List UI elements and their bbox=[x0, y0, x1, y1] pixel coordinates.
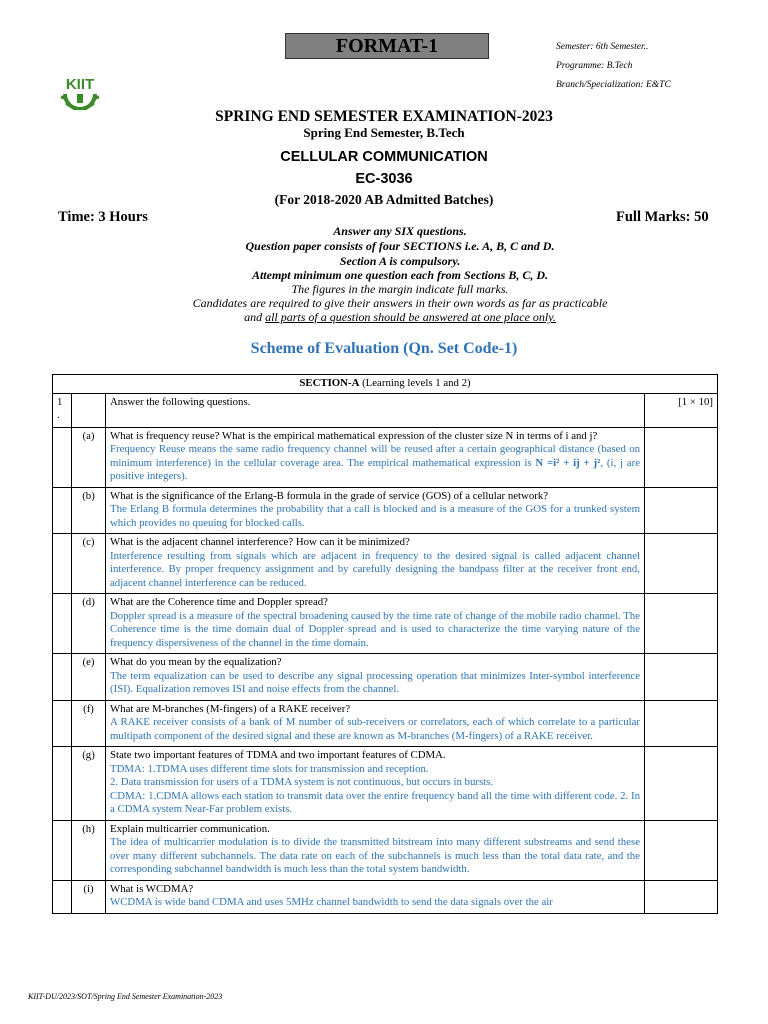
part-content bbox=[106, 700, 645, 747]
part-answer-cdma: CDMA: 1.CDMA allows each station to transmit data over the entire frequency band all the time with different code. 2. In a CDMA system Near-Far problem exists. bbox=[110, 789, 640, 815]
instruction-3: Section A is compulsory. bbox=[339, 254, 461, 268]
part-question: What are the Coherence time and Doppler spread? bbox=[110, 596, 328, 608]
question-text: Answer the following questions. bbox=[106, 393, 645, 427]
section-name: SECTION-A bbox=[299, 377, 360, 389]
part-label: (i) bbox=[72, 880, 106, 913]
part-label: (f) bbox=[72, 700, 106, 747]
part-content bbox=[106, 880, 645, 913]
part-content bbox=[106, 427, 645, 487]
question-number-value: 1 bbox=[57, 395, 63, 408]
question-1-row bbox=[53, 393, 718, 427]
semester-text: Semester: 6th Semester.. bbox=[556, 42, 649, 52]
cluster-size-formula: N =i² + ij + j² bbox=[535, 456, 601, 469]
instruction-1: Answer any SIX questions. bbox=[333, 224, 467, 238]
part-answer: WCDMA is wide band CDMA and uses 5MHz channel bandwidth to send the data signals over the air bbox=[110, 896, 553, 908]
time-text: Time: 3 Hours bbox=[58, 209, 148, 225]
table-row bbox=[53, 487, 718, 534]
table-row bbox=[53, 594, 718, 654]
table-row bbox=[53, 700, 718, 747]
part-question: What are M-branches (M-fingers) of a RAKE receiver? bbox=[110, 702, 351, 715]
part-question: What do you mean by the equalization? bbox=[110, 656, 282, 668]
table-row bbox=[53, 880, 718, 913]
question-number bbox=[53, 393, 72, 427]
part-question: What is WCDMA? bbox=[110, 882, 194, 895]
part-label: (e) bbox=[72, 654, 106, 701]
table-row bbox=[53, 427, 718, 487]
section-header bbox=[53, 375, 718, 394]
questions-table bbox=[52, 374, 718, 914]
table-row bbox=[53, 654, 718, 701]
instruction-4: Attempt minimum one question each from Sections B, C, D. bbox=[251, 268, 549, 282]
logo-text: KIIT bbox=[65, 76, 95, 93]
part-content bbox=[106, 747, 645, 821]
subject-code: EC-3036 bbox=[355, 171, 413, 187]
part-label: (d) bbox=[72, 594, 106, 654]
part-question: Explain multicarrier communication. bbox=[110, 822, 270, 835]
part-label: (h) bbox=[72, 820, 106, 880]
part-answer-tdma-2: 2. Data transmission for users of a TDMA system is not continuous, but occurs in bursts. bbox=[110, 776, 494, 788]
instruction-5: The figures in the margin indicate full marks. bbox=[291, 282, 509, 296]
part-content bbox=[106, 820, 645, 880]
instruction-7-underlined: all parts of a question should be answered at one place only. bbox=[265, 310, 556, 324]
part-answer: The Erlang B formula determines the probability that a call is blocked and is a measure of the GOS for a trunked system which provides no queuing for blocked calls. bbox=[110, 503, 640, 529]
table-row bbox=[53, 534, 718, 594]
scheme-heading: Scheme of Evaluation (Qn. Set Code-1) bbox=[250, 340, 518, 357]
part-content bbox=[106, 534, 645, 594]
part-label-cell bbox=[72, 393, 106, 427]
question-marks: [1 × 10] bbox=[645, 393, 718, 427]
section-header-row bbox=[53, 375, 718, 394]
exam-title: SPRING END SEMESTER EXAMINATION-2023 bbox=[215, 108, 553, 125]
answer-text-end: , (i, j are positive integers). bbox=[110, 456, 640, 482]
full-marks-text: Full Marks: 50 bbox=[616, 209, 709, 225]
table-row bbox=[53, 747, 718, 821]
part-question: What is frequency reuse? What is the empirical mathematical expression of the cluster size N in terms of i and j? bbox=[110, 429, 598, 442]
part-answer: A RAKE receiver consists of a bank of M number of sub-receivers or correlators, each of which correlate to a particular multipath component of the desired signal and these are known as M-branches (M-fingers) of a RAKE receiver. bbox=[110, 716, 640, 742]
part-answer: The idea of multicarrier modulation is to divide the transmitted bitstream into many different substreams and send these over many different subchannels. The data rate on each of the subchannels is much less than the total data rate, and the corresponding subchannel bandwidth is much less than the total system bandwidth. bbox=[110, 836, 640, 875]
part-question: What is the adjacent channel interference? How can it be minimized? bbox=[110, 536, 410, 548]
section-levels: (Learning levels 1 and 2) bbox=[359, 377, 471, 389]
part-answer bbox=[110, 443, 640, 484]
part-label: (b) bbox=[72, 487, 106, 534]
part-label: (g) bbox=[72, 747, 106, 821]
instruction-7-prefix: and bbox=[244, 310, 266, 324]
instruction-6: Candidates are required to give their answers in their own words as far as practicable bbox=[192, 296, 608, 310]
kiit-logo-icon bbox=[57, 72, 103, 110]
part-answer: Doppler spread is a measure of the spectral broadening caused by the time rate of change of the mobile radio channel. The Coherence time is the time domain dual of Doppler spread and is used to characterize the time varying nature of the frequency dispersiveness of the channel in the time domain. bbox=[110, 609, 640, 649]
instruction-7 bbox=[0, 310, 768, 325]
part-label: (c) bbox=[72, 534, 106, 594]
part-question: State two important features of TDMA and two important features of CDMA. bbox=[110, 749, 446, 761]
answer-text: Frequency Reuse means the same radio frequency channel will be reused after a certain geographical distance (based on minimum interference) in the cellular coverage area. The empirical mathematical expression is bbox=[110, 443, 640, 469]
part-question: What is the significance of the Erlang-B formula in the grade of service (GOS) of a cellular network? bbox=[110, 489, 549, 502]
page-footer: KIIT-DU/2023/SOT/Spring End Semester Examination-2023 bbox=[28, 992, 223, 1001]
exam-meta bbox=[556, 38, 671, 95]
part-content bbox=[106, 594, 645, 654]
exam-subtitle: Spring End Semester, B.Tech bbox=[303, 125, 465, 140]
instruction-2: Question paper consists of four SECTIONS i.e. A, B, C and D. bbox=[245, 239, 555, 253]
part-content bbox=[106, 487, 645, 534]
subject-title: CELLULAR COMMUNICATION bbox=[280, 149, 488, 165]
part-answer-tdma-1: TDMA: 1.TDMA uses different time slots for transmission and reception. bbox=[110, 762, 429, 775]
question-number-dot: . bbox=[57, 409, 60, 421]
batches-text: (For 2018-2020 AB Admitted Batches) bbox=[274, 192, 494, 207]
part-label: (a) bbox=[72, 427, 106, 487]
part-content bbox=[106, 654, 645, 701]
programme-text: Programme: B.Tech bbox=[556, 61, 633, 71]
part-answer: Interference resulting from signals which are adjacent in frequency to the desired signal is called adjacent channel interference. By proper frequency assignment and by carefully designing the bandpass filter at the receiver front end, adjacent channel interference can be reduced. bbox=[110, 549, 640, 589]
table-row bbox=[53, 820, 718, 880]
branch-text: Branch/Specialization: E&TC bbox=[556, 80, 671, 90]
part-answer: The term equalization can be used to describe any signal processing operation that minimizes Inter-symbol interference (ISI). Equalization removes ISI and noise effects from the channel. bbox=[110, 669, 640, 695]
format-label: FORMAT-1 bbox=[285, 33, 489, 59]
